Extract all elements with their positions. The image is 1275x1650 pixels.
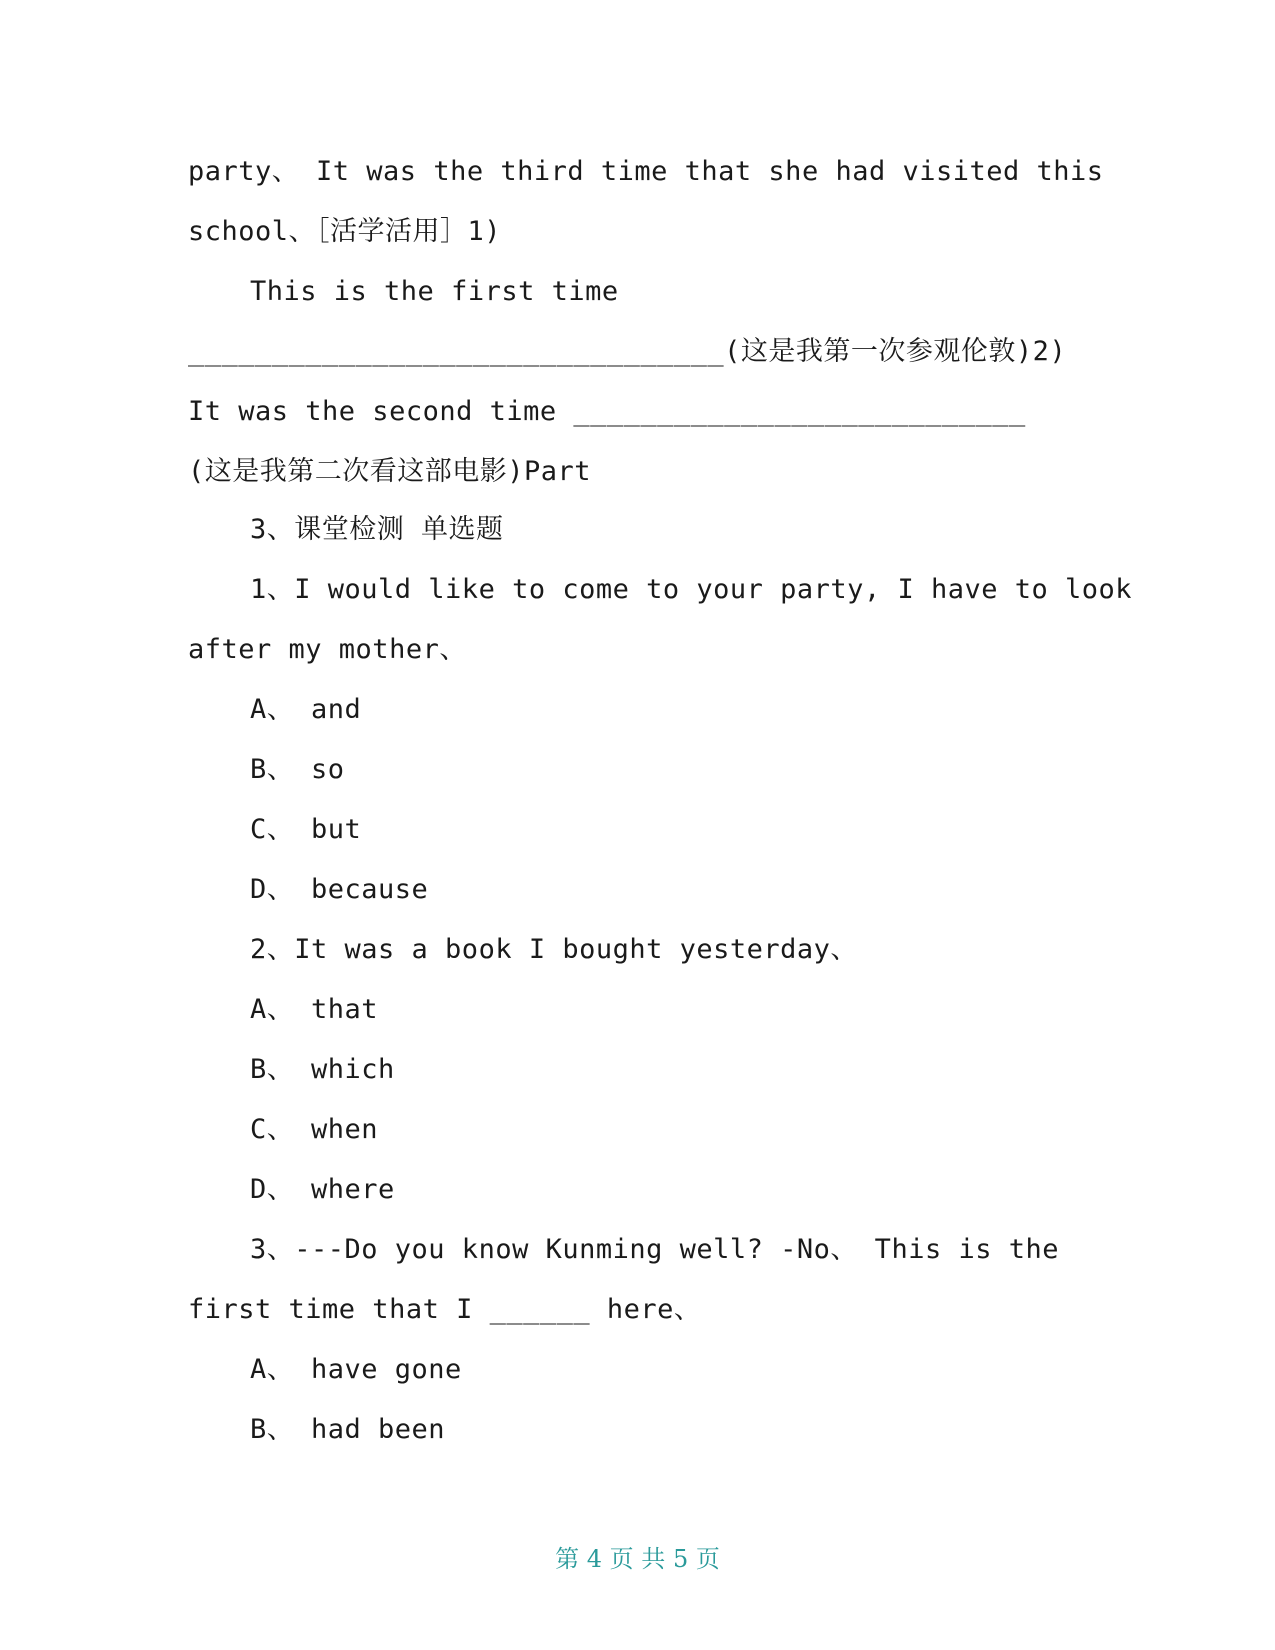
- option-b: B、 had been: [250, 1414, 446, 1445]
- option-a: A、 that: [250, 994, 379, 1025]
- option-a: A、 and: [250, 694, 362, 725]
- page-number-footer: 第 4 页 共 5 页: [555, 1545, 720, 1573]
- question-text: first time that I ______ here、: [188, 1294, 702, 1325]
- question-text: 1、I would like to come to your party, I have to look: [250, 574, 1133, 605]
- option-c: C、 but: [250, 814, 362, 845]
- option-c: C、 when: [250, 1114, 379, 1145]
- option-d: D、 because: [250, 874, 429, 905]
- text-line: school、［活学活用］1): [188, 216, 502, 247]
- question-text: 3、---Do you know Kunming well? -No、 This is the: [250, 1234, 1059, 1265]
- option-a: A、 have gone: [250, 1354, 462, 1385]
- option-b: B、 which: [250, 1054, 395, 1085]
- text-line: (这是我第二次看这部电影)Part: [188, 456, 592, 487]
- text-line: party、 It was the third time that she had visited this: [188, 156, 1104, 187]
- text-line: ________________________________(这是我第一次参观伦敦)2): [188, 336, 1067, 367]
- question-text: 2、It was a book I bought yesterday、: [250, 934, 858, 965]
- text-line: This is the first time: [250, 276, 619, 307]
- text-line: It was the second time ___________________________: [188, 396, 1026, 427]
- section-heading: 3、课堂检测 单选题: [250, 514, 504, 545]
- option-d: D、 where: [250, 1174, 395, 1205]
- option-b: B、 so: [250, 754, 345, 785]
- question-text: after my mother、: [188, 634, 467, 665]
